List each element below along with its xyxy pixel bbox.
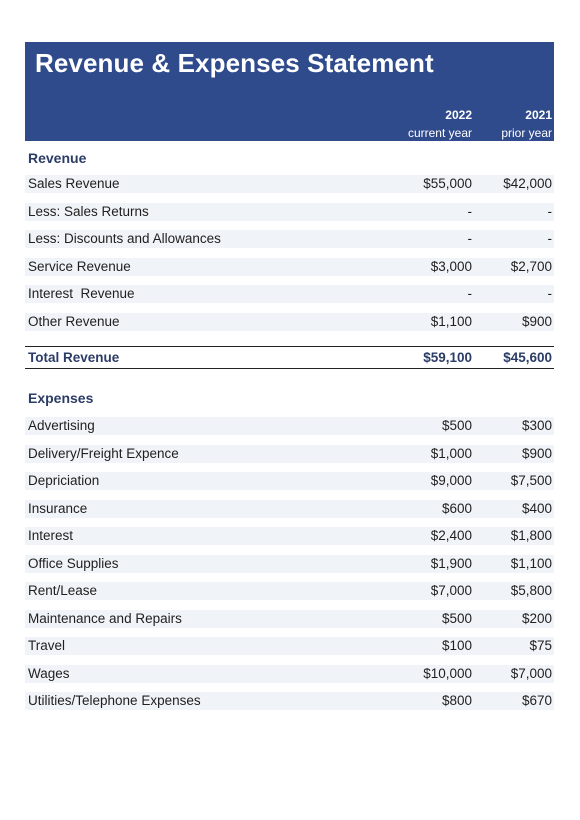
row-value-current: -: [467, 203, 472, 219]
row-label: Wages: [28, 665, 70, 681]
column-year: 2021: [525, 108, 552, 122]
revenue-heading: Revenue: [28, 150, 87, 166]
table-row: [25, 472, 554, 500]
column-subtitle: current year: [407, 126, 472, 140]
row-value-prior: $900: [521, 313, 552, 329]
row-value-current: $100: [441, 638, 472, 653]
table-row: [25, 258, 554, 286]
row-value-prior: $5,800: [510, 583, 552, 598]
row-value-prior: $900: [521, 445, 552, 461]
row-value-prior: $400: [521, 500, 552, 516]
table-row: [25, 445, 554, 473]
table-row: [25, 500, 554, 528]
table-row: [25, 285, 554, 313]
row-value-current: $1,900: [430, 555, 472, 571]
row-value-current: $1,000: [430, 445, 472, 461]
table-row: [25, 555, 554, 583]
row-value-current: $7,000: [430, 583, 472, 598]
row-value-prior: -: [547, 203, 552, 219]
row-value-current: $500: [441, 610, 472, 626]
row-label: Service Revenue: [28, 258, 131, 274]
table-row: [25, 610, 554, 638]
row-label: Utilities/Telephone Expenses: [28, 693, 201, 708]
row-value-current: $1,100: [430, 313, 472, 329]
row-value-current: $3,000: [430, 258, 472, 274]
row-label: Less: Discounts and Allowances: [28, 231, 221, 246]
table-row: [25, 230, 554, 258]
column-header-current: [408, 106, 472, 142]
revenue-rows: [25, 175, 554, 340]
row-label: Rent/Lease: [28, 583, 98, 598]
table-row: [25, 665, 554, 693]
expense-rows: [25, 417, 554, 720]
row-value-prior: $1,800: [510, 528, 552, 543]
row-value-current: -: [467, 286, 472, 301]
row-value-prior: -: [547, 286, 552, 301]
table-row: [25, 175, 554, 203]
row-label: Interest Revenue: [28, 286, 135, 301]
row-label: Less: Sales Returns: [28, 203, 149, 219]
table-row: [25, 637, 554, 665]
expenses-heading: Expenses: [28, 390, 94, 406]
row-value-current: -: [467, 231, 472, 246]
row-value-current: $2,400: [430, 528, 472, 543]
row-label: Insurance: [28, 500, 88, 516]
row-value-prior: $200: [521, 610, 552, 626]
row-value-prior: $1,100: [510, 555, 552, 571]
table-row: [25, 203, 554, 231]
row-value-prior: -: [547, 231, 552, 246]
row-label: Maintenance and Repairs: [28, 610, 182, 626]
total-label: Total Revenue: [28, 350, 120, 365]
statement-header: [25, 42, 554, 141]
row-value-prior: $7,000: [510, 665, 552, 681]
row-label: Other Revenue: [28, 313, 120, 329]
row-label: Depriciation: [28, 473, 100, 488]
page-title: Revenue & Expenses Statement: [35, 48, 434, 78]
row-value-prior: $670: [521, 693, 552, 708]
table-row: [25, 527, 554, 555]
row-value-prior: $300: [521, 418, 552, 433]
table-row: [25, 582, 554, 610]
row-label: Office Supplies: [28, 555, 119, 571]
row-label: Travel: [28, 638, 66, 653]
row-value-current: $55,000: [423, 176, 472, 191]
table-row: [25, 692, 554, 720]
row-label: Advertising: [28, 418, 95, 433]
row-label: Interest: [28, 528, 74, 543]
row-label: Delivery/Freight Expence: [28, 445, 179, 461]
column-subtitle: prior year: [501, 126, 552, 140]
row-value-prior: $75: [529, 638, 552, 653]
column-year: 2022: [445, 108, 472, 122]
column-header-prior: [501, 106, 552, 142]
table-row: [25, 417, 554, 445]
row-value-current: $800: [441, 693, 472, 708]
row-label: Sales Revenue: [28, 176, 120, 191]
row-value-prior: $2,700: [510, 258, 552, 274]
row-value-current: $500: [441, 418, 472, 433]
row-value-prior: $7,500: [510, 473, 552, 488]
row-value-current: $10,000: [423, 665, 472, 681]
row-value-current: $9,000: [430, 473, 472, 488]
total-revenue-row: [25, 346, 554, 369]
total-value-current: $59,100: [423, 350, 472, 365]
table-row: [25, 313, 554, 341]
total-value-prior: $45,600: [503, 350, 552, 365]
statement-sheet: [25, 42, 554, 720]
row-value-prior: $42,000: [503, 176, 552, 191]
row-value-current: $600: [441, 500, 472, 516]
